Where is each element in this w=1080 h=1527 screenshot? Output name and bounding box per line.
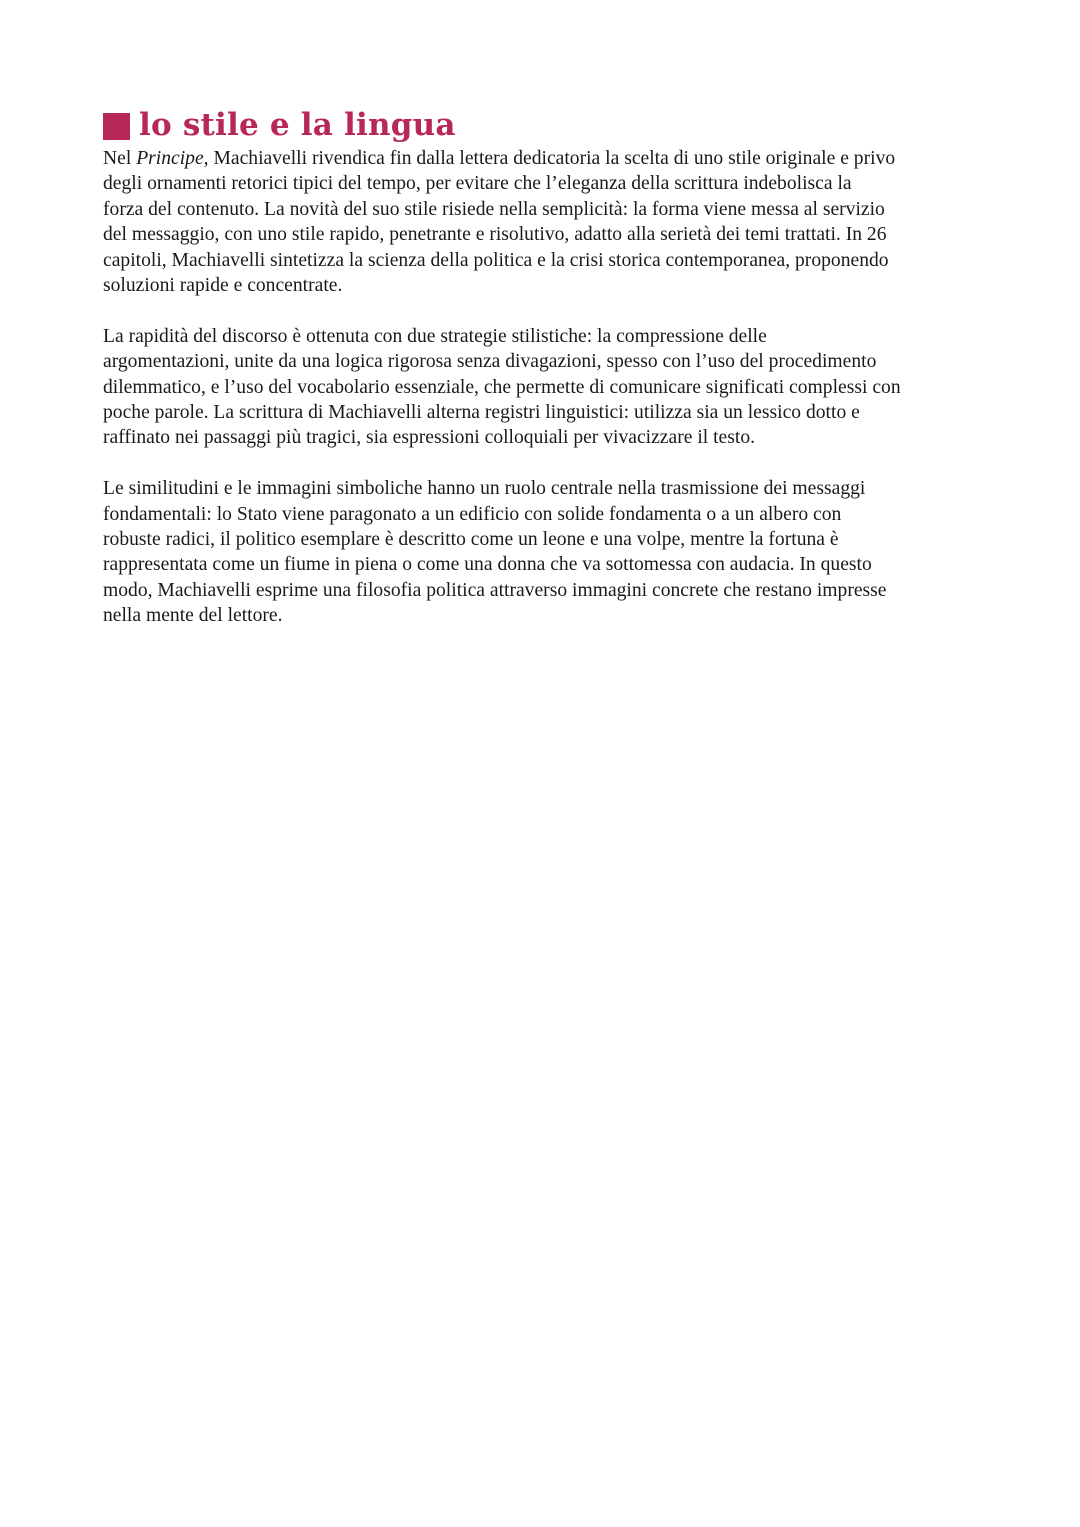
document-page bbox=[103, 104, 993, 629]
text-line: argomentazioni, unite da una logica rigorosa senza divagazioni, spesso con l’uso del procedimento bbox=[103, 351, 877, 373]
text-line: modo, Machiavelli esprime una filosofia politica attraverso immagini concrete che restano impresse bbox=[103, 579, 887, 601]
text-line: robuste radici, il politico esemplare è descritto come un leone e una volpe, mentre la fortuna è bbox=[103, 529, 839, 551]
text-run: Nel bbox=[103, 148, 137, 169]
text-line: nella mente del lettore. bbox=[103, 605, 283, 627]
text-line: dilemmatico, e l’uso del vocabolario essenziale, che permette di comunicare significati complessi con bbox=[103, 376, 901, 398]
text-run: , Machiavelli rivendica fin dalla lettera dedicatoria la scelta di uno stile originale e privo bbox=[203, 148, 896, 169]
text-line: del messaggio, con uno stile rapido, penetrante e risolutivo, adatto alla serietà dei temi trattati. In 26 bbox=[103, 224, 887, 246]
text-line: forza del contenuto. La novità del suo stile risiede nella semplicità: la forma viene messa al servizio bbox=[103, 198, 885, 220]
text-line: Le similitudini e le immagini simboliche hanno un ruolo centrale nella trasmissione dei messaggi bbox=[103, 478, 866, 500]
text-line bbox=[103, 146, 993, 171]
text-line: soluzioni rapide e concentrate. bbox=[103, 275, 343, 297]
paragraph-1 bbox=[103, 146, 993, 298]
text-line: La rapidità del discorso è ottenuta con due strategie stilistiche: la compressione delle bbox=[103, 325, 767, 347]
square-bullet-icon bbox=[103, 113, 130, 140]
text-line: rappresentata come un fiume in piena o come una donna che va sottomessa con audacia. In questo bbox=[103, 554, 872, 576]
text-line: capitoli, Machiavelli sintetizza la scienza della politica e la crisi storica contemporanea, proponendo bbox=[103, 249, 889, 271]
paragraph-3 bbox=[103, 476, 993, 628]
text-line: degli ornamenti retorici tipici del tempo, per evitare che l’eleganza della scrittura indebolisca la bbox=[103, 173, 852, 195]
text-line: fondamentali: lo Stato viene paragonato a un edificio con solide fondamenta o a un albero con bbox=[103, 503, 842, 525]
book-title-italic: Principe bbox=[136, 148, 204, 169]
text-line: poche parole. La scrittura di Machiavelli alterna registri linguistici: utilizza sia un lessico dotto e bbox=[103, 402, 860, 424]
text-line: raffinato nei passaggi più tragici, sia espressioni colloquiali per vivacizzare il testo. bbox=[103, 427, 756, 449]
section-title: lo stile e la lingua bbox=[139, 107, 456, 143]
paragraph-2 bbox=[103, 324, 993, 451]
section-heading bbox=[103, 104, 993, 146]
